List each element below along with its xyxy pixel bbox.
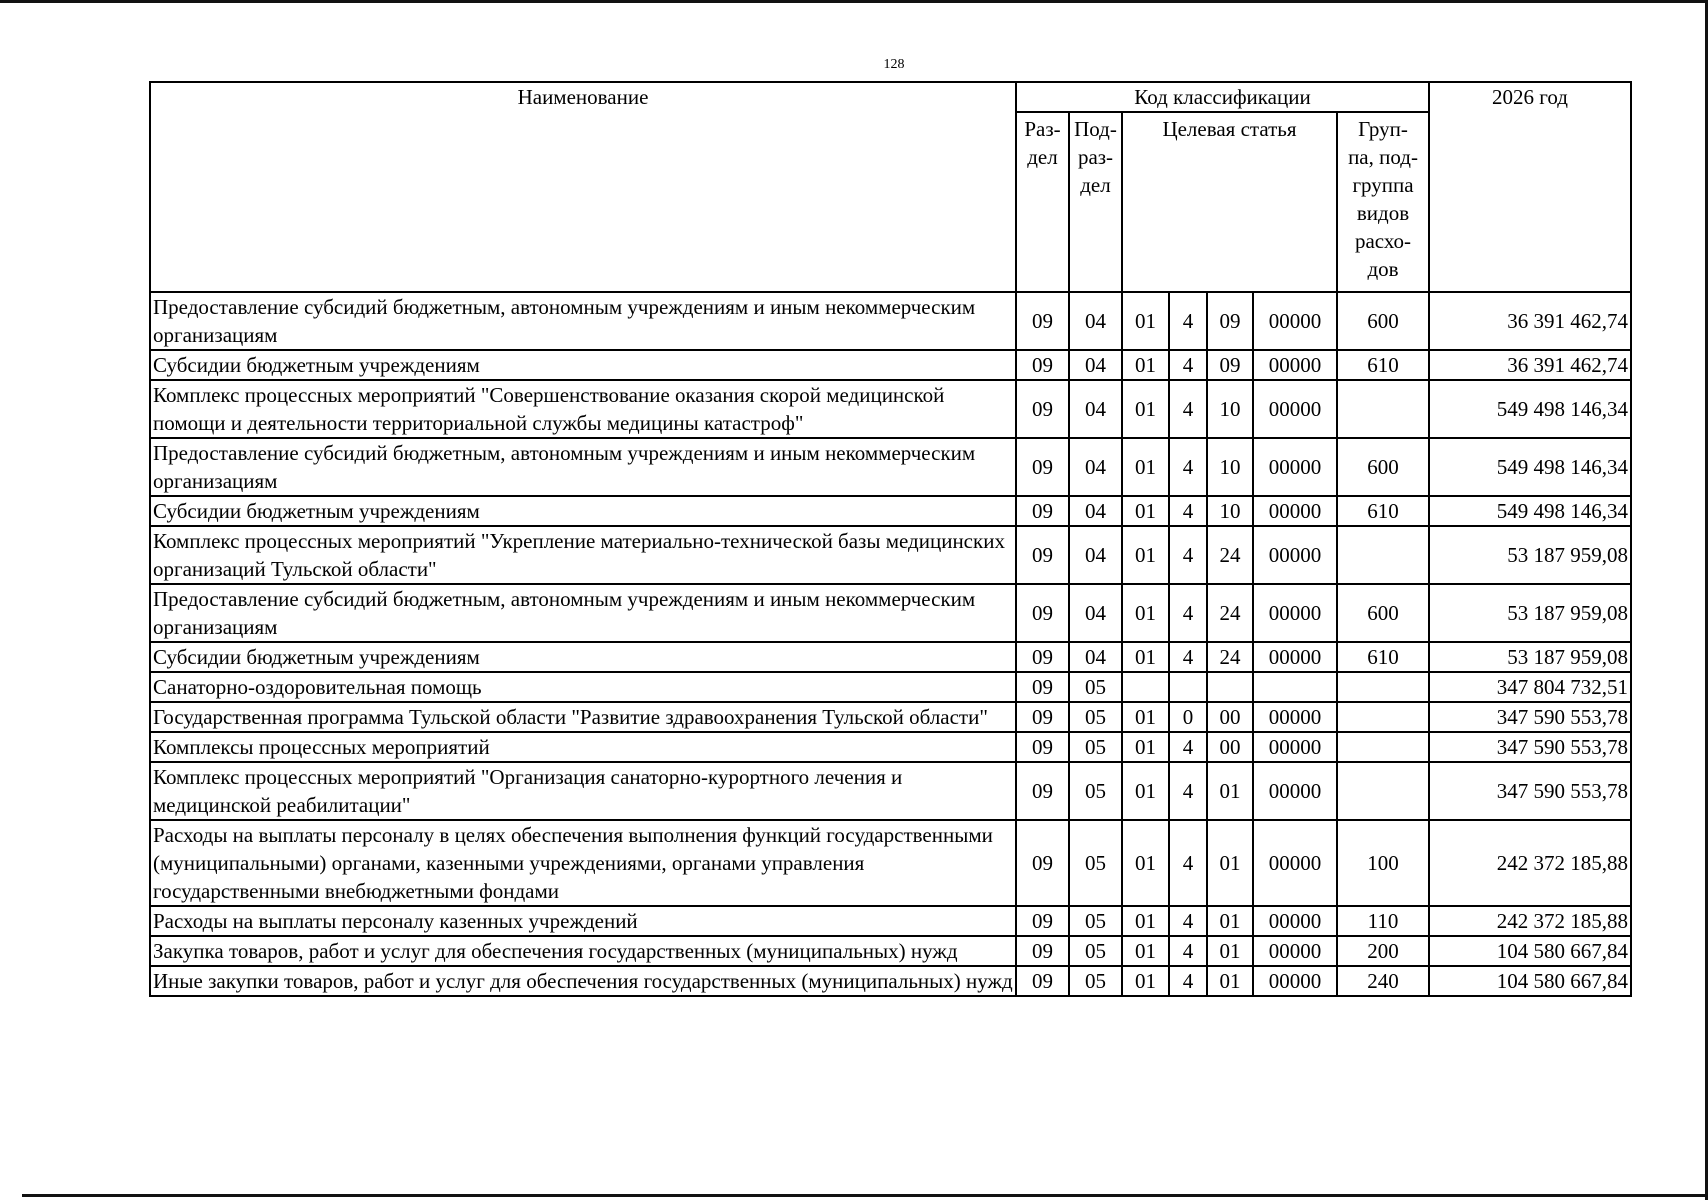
cell-pr: 04 <box>1069 584 1122 642</box>
table-row <box>150 906 1631 936</box>
cell-vr: 600 <box>1337 292 1429 350</box>
cell-t4: 00000 <box>1253 642 1337 672</box>
cell-t3: 24 <box>1207 642 1253 672</box>
cell-name: Комплекс процессных мероприятий "Укрепление материально-технической базы медицинских организаций Тульской области" <box>150 526 1016 584</box>
cell-t3 <box>1207 672 1253 702</box>
cell-name: Иные закупки товаров, работ и услуг для обеспечения государственных (муниципальных) нужд <box>150 966 1016 996</box>
cell-t2: 4 <box>1169 762 1207 820</box>
cell-amount: 104 580 667,84 <box>1429 936 1631 966</box>
cell-t3: 24 <box>1207 584 1253 642</box>
table-row <box>150 380 1631 438</box>
cell-amount: 104 580 667,84 <box>1429 966 1631 996</box>
cell-name: Предоставление субсидий бюджетным, автономным учреждениям и иным некоммерческим организациям <box>150 438 1016 496</box>
cell-pr: 05 <box>1069 966 1122 996</box>
cell-t2: 4 <box>1169 584 1207 642</box>
cell-amount: 347 590 553,78 <box>1429 762 1631 820</box>
cell-pr: 04 <box>1069 380 1122 438</box>
cell-pr: 04 <box>1069 350 1122 380</box>
cell-name: Комплекс процессных мероприятий "Организация санаторно-курортного лечения и медицинской реабилитации" <box>150 762 1016 820</box>
header-classification-code: Код классификации <box>1016 82 1429 112</box>
scan-border-top <box>0 0 1708 3</box>
cell-name: Субсидии бюджетным учреждениям <box>150 642 1016 672</box>
cell-t4: 00000 <box>1253 762 1337 820</box>
cell-t2: 4 <box>1169 820 1207 906</box>
cell-t1: 01 <box>1122 966 1169 996</box>
cell-t3: 00 <box>1207 702 1253 732</box>
cell-amount: 347 590 553,78 <box>1429 702 1631 732</box>
table-row <box>150 292 1631 350</box>
cell-rz: 09 <box>1016 292 1069 350</box>
cell-vr <box>1337 762 1429 820</box>
cell-t3: 01 <box>1207 820 1253 906</box>
cell-rz: 09 <box>1016 584 1069 642</box>
cell-t3: 10 <box>1207 380 1253 438</box>
cell-amount: 549 498 146,34 <box>1429 380 1631 438</box>
cell-amount: 242 372 185,88 <box>1429 906 1631 936</box>
cell-amount: 347 590 553,78 <box>1429 732 1631 762</box>
cell-rz: 09 <box>1016 496 1069 526</box>
cell-amount: 36 391 462,74 <box>1429 292 1631 350</box>
table-row <box>150 526 1631 584</box>
cell-amount: 549 498 146,34 <box>1429 496 1631 526</box>
cell-t1 <box>1122 672 1169 702</box>
cell-t2: 4 <box>1169 292 1207 350</box>
cell-amount: 549 498 146,34 <box>1429 438 1631 496</box>
cell-t4: 00000 <box>1253 820 1337 906</box>
cell-pr: 05 <box>1069 672 1122 702</box>
cell-t1: 01 <box>1122 380 1169 438</box>
cell-t3: 00 <box>1207 732 1253 762</box>
header-name: Наименование <box>150 82 1016 292</box>
cell-t2: 4 <box>1169 906 1207 936</box>
cell-t1: 01 <box>1122 642 1169 672</box>
cell-t4 <box>1253 672 1337 702</box>
cell-t1: 01 <box>1122 350 1169 380</box>
cell-t2 <box>1169 672 1207 702</box>
table-body <box>150 292 1631 996</box>
cell-t4: 00000 <box>1253 292 1337 350</box>
cell-amount: 53 187 959,08 <box>1429 526 1631 584</box>
cell-t2: 4 <box>1169 732 1207 762</box>
cell-pr: 05 <box>1069 732 1122 762</box>
cell-t2: 4 <box>1169 380 1207 438</box>
cell-name: Субсидии бюджетным учреждениям <box>150 350 1016 380</box>
header-expense-group: Груп- па, под- группа видов расхо- дов <box>1337 112 1429 292</box>
cell-t3: 01 <box>1207 936 1253 966</box>
table-row <box>150 936 1631 966</box>
cell-t2: 4 <box>1169 642 1207 672</box>
cell-vr <box>1337 380 1429 438</box>
cell-rz: 09 <box>1016 350 1069 380</box>
cell-t4: 00000 <box>1253 936 1337 966</box>
cell-rz: 09 <box>1016 966 1069 996</box>
cell-t1: 01 <box>1122 820 1169 906</box>
cell-t3: 01 <box>1207 762 1253 820</box>
cell-name: Закупка товаров, работ и услуг для обеспечения государственных (муниципальных) нужд <box>150 936 1016 966</box>
cell-t2: 4 <box>1169 438 1207 496</box>
cell-pr: 05 <box>1069 762 1122 820</box>
cell-rz: 09 <box>1016 906 1069 936</box>
cell-t1: 01 <box>1122 702 1169 732</box>
cell-vr: 200 <box>1337 936 1429 966</box>
cell-pr: 05 <box>1069 820 1122 906</box>
cell-t4: 00000 <box>1253 438 1337 496</box>
page-number: 128 <box>883 57 905 72</box>
cell-t4: 00000 <box>1253 584 1337 642</box>
table-row <box>150 496 1631 526</box>
cell-vr <box>1337 702 1429 732</box>
cell-name: Расходы на выплаты персоналу казенных учреждений <box>150 906 1016 936</box>
cell-t2: 4 <box>1169 966 1207 996</box>
cell-name: Расходы на выплаты персоналу в целях обеспечения выполнения функций государственными (муниципальными) органами, казенными учреждениями, органами управления государственными внебюджетными фондами <box>150 820 1016 906</box>
cell-pr: 05 <box>1069 906 1122 936</box>
cell-pr: 05 <box>1069 702 1122 732</box>
cell-name: Государственная программа Тульской области "Развитие здравоохранения Тульской области" <box>150 702 1016 732</box>
cell-rz: 09 <box>1016 702 1069 732</box>
cell-pr: 04 <box>1069 526 1122 584</box>
cell-t1: 01 <box>1122 496 1169 526</box>
cell-t4: 00000 <box>1253 702 1337 732</box>
cell-t4: 00000 <box>1253 380 1337 438</box>
cell-t1: 01 <box>1122 292 1169 350</box>
cell-vr: 610 <box>1337 496 1429 526</box>
cell-vr: 240 <box>1337 966 1429 996</box>
cell-pr: 04 <box>1069 292 1122 350</box>
cell-name: Санаторно-оздоровительная помощь <box>150 672 1016 702</box>
cell-t3: 10 <box>1207 496 1253 526</box>
cell-rz: 09 <box>1016 820 1069 906</box>
cell-vr: 100 <box>1337 820 1429 906</box>
cell-vr <box>1337 732 1429 762</box>
cell-pr: 05 <box>1069 936 1122 966</box>
cell-vr: 610 <box>1337 350 1429 380</box>
cell-t1: 01 <box>1122 732 1169 762</box>
cell-t3: 01 <box>1207 966 1253 996</box>
cell-t3: 09 <box>1207 350 1253 380</box>
cell-t4: 00000 <box>1253 966 1337 996</box>
table-row <box>150 584 1631 642</box>
cell-t3: 24 <box>1207 526 1253 584</box>
cell-amount: 53 187 959,08 <box>1429 584 1631 642</box>
cell-rz: 09 <box>1016 762 1069 820</box>
cell-pr: 04 <box>1069 496 1122 526</box>
cell-rz: 09 <box>1016 936 1069 966</box>
cell-t1: 01 <box>1122 906 1169 936</box>
budget-table <box>149 81 1632 997</box>
cell-t3: 09 <box>1207 292 1253 350</box>
cell-t2: 0 <box>1169 702 1207 732</box>
table-row <box>150 732 1631 762</box>
table-row <box>150 672 1631 702</box>
table-row <box>150 820 1631 906</box>
cell-t1: 01 <box>1122 438 1169 496</box>
cell-amount: 53 187 959,08 <box>1429 642 1631 672</box>
cell-name: Предоставление субсидий бюджетным, автономным учреждениям и иным некоммерческим организациям <box>150 292 1016 350</box>
cell-vr <box>1337 526 1429 584</box>
cell-t4: 00000 <box>1253 732 1337 762</box>
header-razdel: Раз- дел <box>1016 112 1069 292</box>
cell-t2: 4 <box>1169 526 1207 584</box>
cell-name: Субсидии бюджетным учреждениям <box>150 496 1016 526</box>
cell-amount: 347 804 732,51 <box>1429 672 1631 702</box>
table-row <box>150 702 1631 732</box>
table-row <box>150 642 1631 672</box>
table-row <box>150 966 1631 996</box>
cell-t1: 01 <box>1122 584 1169 642</box>
table-row <box>150 438 1631 496</box>
table-row <box>150 350 1631 380</box>
cell-t1: 01 <box>1122 762 1169 820</box>
cell-rz: 09 <box>1016 526 1069 584</box>
cell-t1: 01 <box>1122 936 1169 966</box>
header-target-article: Целевая статья <box>1122 112 1337 292</box>
header-podrazdel: Под- раз- дел <box>1069 112 1122 292</box>
cell-t2: 4 <box>1169 936 1207 966</box>
cell-t4: 00000 <box>1253 496 1337 526</box>
cell-t1: 01 <box>1122 526 1169 584</box>
cell-t3: 10 <box>1207 438 1253 496</box>
cell-pr: 04 <box>1069 438 1122 496</box>
cell-vr: 610 <box>1337 642 1429 672</box>
cell-t4: 00000 <box>1253 350 1337 380</box>
cell-name: Комплекс процессных мероприятий "Совершенствование оказания скорой медицинской помощи и деятельности территориальной службы медицины катастроф" <box>150 380 1016 438</box>
cell-t3: 01 <box>1207 906 1253 936</box>
cell-name: Комплексы процессных мероприятий <box>150 732 1016 762</box>
cell-rz: 09 <box>1016 380 1069 438</box>
table-row <box>150 762 1631 820</box>
scan-border-bottom <box>22 1194 1708 1197</box>
cell-name: Предоставление субсидий бюджетным, автономным учреждениям и иным некоммерческим организациям <box>150 584 1016 642</box>
cell-rz: 09 <box>1016 672 1069 702</box>
cell-rz: 09 <box>1016 732 1069 762</box>
cell-t2: 4 <box>1169 350 1207 380</box>
cell-vr: 110 <box>1337 906 1429 936</box>
cell-rz: 09 <box>1016 438 1069 496</box>
cell-vr <box>1337 672 1429 702</box>
cell-amount: 36 391 462,74 <box>1429 350 1631 380</box>
cell-rz: 09 <box>1016 642 1069 672</box>
cell-amount: 242 372 185,88 <box>1429 820 1631 906</box>
cell-t4: 00000 <box>1253 906 1337 936</box>
cell-t4: 00000 <box>1253 526 1337 584</box>
header-year: 2026 год <box>1429 82 1631 292</box>
cell-t2: 4 <box>1169 496 1207 526</box>
cell-vr: 600 <box>1337 438 1429 496</box>
cell-vr: 600 <box>1337 584 1429 642</box>
cell-pr: 04 <box>1069 642 1122 672</box>
